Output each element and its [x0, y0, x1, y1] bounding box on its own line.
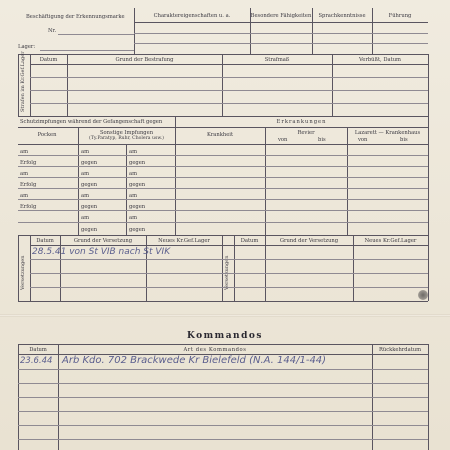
sonstige-header: Sonstige Impfungen [99, 130, 154, 136]
revier-von: von [278, 137, 288, 143]
fuehrung-header: Führung [388, 13, 412, 19]
vers-datum-header-left: Datum [36, 238, 54, 244]
versetzungen-side-left: Versetzungen [20, 255, 26, 290]
sonst-am-6: am [129, 193, 138, 199]
faehigkeiten-header: Besondere Fähigkeiten [250, 13, 312, 19]
vers-neues-header-right: Neues Kr.Gef.Lager [364, 238, 417, 244]
sprachen-header: Sprachkenntnisse [318, 13, 366, 19]
strafmass-header: Strafmaß [264, 57, 290, 63]
lazarett-header: Lazarett — Krankenhaus [354, 130, 421, 136]
kdo-entry-text: Arb Kdo. 702 Brackwede Kr Bielefeld (N.A. 144/1-44) [62, 355, 327, 366]
krankheit-header: Krankheit [206, 132, 234, 138]
sonst-gegen-4: gegen [129, 182, 146, 188]
kdo-art-header: Art des Kommandos [183, 347, 247, 353]
pocken-am-3: am [20, 193, 29, 199]
sonst-am-1: am [81, 149, 90, 155]
punch-hole [418, 290, 428, 300]
revier-bis: bis [318, 137, 326, 143]
vers-datum-header-right: Datum [240, 238, 259, 244]
nr-line [58, 34, 134, 35]
strafen-datum-header: Datum [39, 57, 58, 63]
pocken-am-2: am [20, 171, 29, 177]
erkrankungen-header: Erkrankungen [276, 119, 327, 125]
versetzungen-side-right: Versetzungen [224, 255, 230, 290]
sonst-gegen-3: gegen [81, 182, 98, 188]
pocken-erfolg-1: Erfolg [20, 160, 37, 166]
sonst-am-8: am [129, 215, 138, 221]
lager-line [40, 50, 134, 51]
pocken-header: Pocken [37, 132, 57, 138]
nr-label: Nr. [48, 28, 57, 34]
lazarett-bis: bis [400, 137, 408, 143]
kdo-entry-date: 23.6.44 [20, 356, 53, 366]
strafen-grund-header: Grund der Bestrafung [115, 57, 174, 63]
verbuesst-header: Verbüßt, Datum [359, 57, 401, 63]
sonst-am-4: am [129, 171, 138, 177]
charakter-header: Charaktereigenschaften u. a. [153, 13, 231, 19]
lager-label: Lager: [18, 44, 36, 50]
kdo-datum-header: Datum [29, 347, 47, 353]
sonst-gegen-5: gegen [81, 204, 98, 210]
pocken-erfolg-3: Erfolg [20, 204, 37, 210]
paper-fold [0, 314, 450, 317]
kommandos-title: Kommandos [187, 331, 263, 341]
sonst-gegen-6: gegen [129, 204, 146, 210]
sonst-gegen-2: gegen [129, 160, 146, 166]
beschaftigung-label: Beschäftigung der Erkennungsmarke [26, 14, 125, 20]
kdo-rueck-header: Rückkehrdatum [378, 347, 422, 353]
pocken-am-1: am [20, 149, 29, 155]
vers-neues-header-left: Neues Kr.Gef.Lager [158, 238, 210, 244]
sonst-gegen-7: gegen [81, 227, 98, 233]
sonst-am-3: am [81, 171, 90, 177]
vers-grund-header-right: Grund der Versetzung [279, 238, 339, 244]
vers-grund-header-left: Grund der Versetzung [73, 238, 133, 244]
sonst-gegen-1: gegen [81, 160, 98, 166]
sonst-gegen-8: gegen [129, 227, 146, 233]
lazarett-von: von [358, 137, 368, 143]
impf-header: Schutzimpfungen während der Gefangenschaft gegen [20, 119, 163, 125]
revier-header: Revier [297, 130, 315, 136]
sonst-am-2: am [129, 149, 138, 155]
sonst-am-7: am [81, 215, 90, 221]
sonstige-subheader: (Ty.Paratyp, Ruhr, Cholera usw.) [89, 136, 164, 141]
strafen-side-label: Strafen im Kr.Gef.Lager [20, 51, 26, 112]
pocken-erfolg-2: Erfolg [20, 182, 37, 188]
sonst-am-5: am [81, 193, 90, 199]
versetzung-entry: 28.5.41 von St VIB nach St VIK [32, 247, 171, 257]
